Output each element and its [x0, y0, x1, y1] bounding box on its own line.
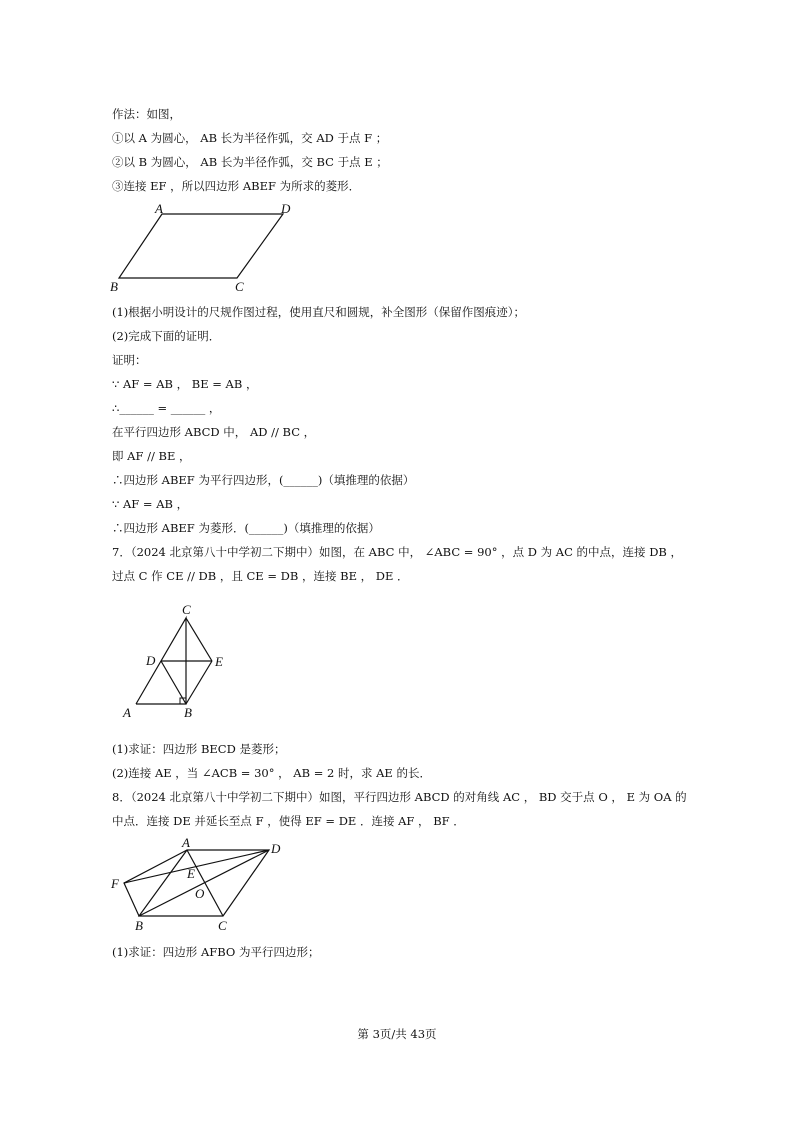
text-line-2: ①以 A 为圆心， AB 长为半径作弧，交 AD 于点 F ； [112, 131, 388, 145]
text-line-9: ∴______ = ______ ， [112, 401, 221, 415]
text-line-3: ②以 B 为圆心， AB 长为半径作弧，交 BC 于点 E ； [112, 155, 388, 169]
label-e: E [187, 866, 195, 881]
label-a: A [123, 705, 131, 720]
text-line-1: 作法：如图， [112, 107, 181, 121]
text-line-11: 即 AF // BE ， [112, 449, 191, 463]
label-o: O [195, 886, 205, 901]
label-d: D [271, 841, 281, 856]
figure-parallelogram-abcd-diagonals [105, 832, 295, 936]
label-b: B [184, 705, 192, 720]
text-line-19: 8．（2024 北京第八十中学初二下期中）如图，平行四边形 ABCD 的对角线 AC ， BD 交于点 O ， E 为 OA 的 [112, 790, 687, 804]
figure-rhombus-becd [118, 598, 238, 722]
text-line-13: ∵ AF = AB ， [112, 497, 189, 511]
text-line-14: ∴四边形 ABEF 为菱形．(______)（填推理的依据） [112, 521, 380, 535]
label-c: C [182, 602, 191, 617]
text-line-21: (1)求证：四边形 AFBO 为平行四边形； [112, 945, 320, 959]
page-footer: 第 3页/共 43页 [357, 1027, 437, 1041]
label-c: C [235, 279, 244, 294]
text-line-4: ③连接 EF ，所以四边形 ABEF 为所求的菱形． [112, 179, 361, 193]
text-line-15: 7．（2024 北京第八十中学初二下期中）如图，在 ABC 中， ∠ABC = 90° ，点 D 为 AC 的中点，连接 DB ， [112, 545, 683, 559]
label-d: D [146, 653, 156, 668]
label-a: A [182, 835, 190, 850]
label-c: C [218, 918, 227, 933]
figure-parallelogram-abcd [105, 200, 305, 296]
text-line-20: 中点．连接 DE 并延长至点 F ，使得 EF = DE ．连接 AF ， BF ． [112, 814, 465, 828]
text-line-17: (1)求证：四边形 BECD 是菱形； [112, 742, 286, 756]
text-line-10: 在平行四边形 ABCD 中， AD // BC ， [112, 425, 316, 439]
text-line-5: (1)根据小明设计的尺规作图过程，使用直尺和圆规，补全图形（保留作图痕迹）； [112, 305, 526, 319]
label-b: B [110, 279, 118, 294]
text-line-18: (2)连接 AE ，当 ∠ACB = 30° ， AB = 2 时，求 AE 的长． [112, 766, 431, 780]
label-d: D [281, 201, 291, 216]
label-a: A [155, 201, 163, 216]
label-e: E [215, 654, 223, 669]
label-b: B [135, 918, 143, 933]
text-line-16: 过点 C 作 CE // DB ，且 CE = DB ，连接 BE ， DE ． [112, 569, 409, 583]
label-f: F [111, 876, 119, 891]
text-line-8: ∵ AF = AB ， BE = AB ， [112, 377, 258, 391]
text-line-12: ∴四边形 ABEF 为平行四边形，(______)（填推理的依据） [112, 473, 415, 487]
text-line-6: (2)完成下面的证明． [112, 329, 221, 343]
text-line-7: 证明： [112, 353, 147, 367]
